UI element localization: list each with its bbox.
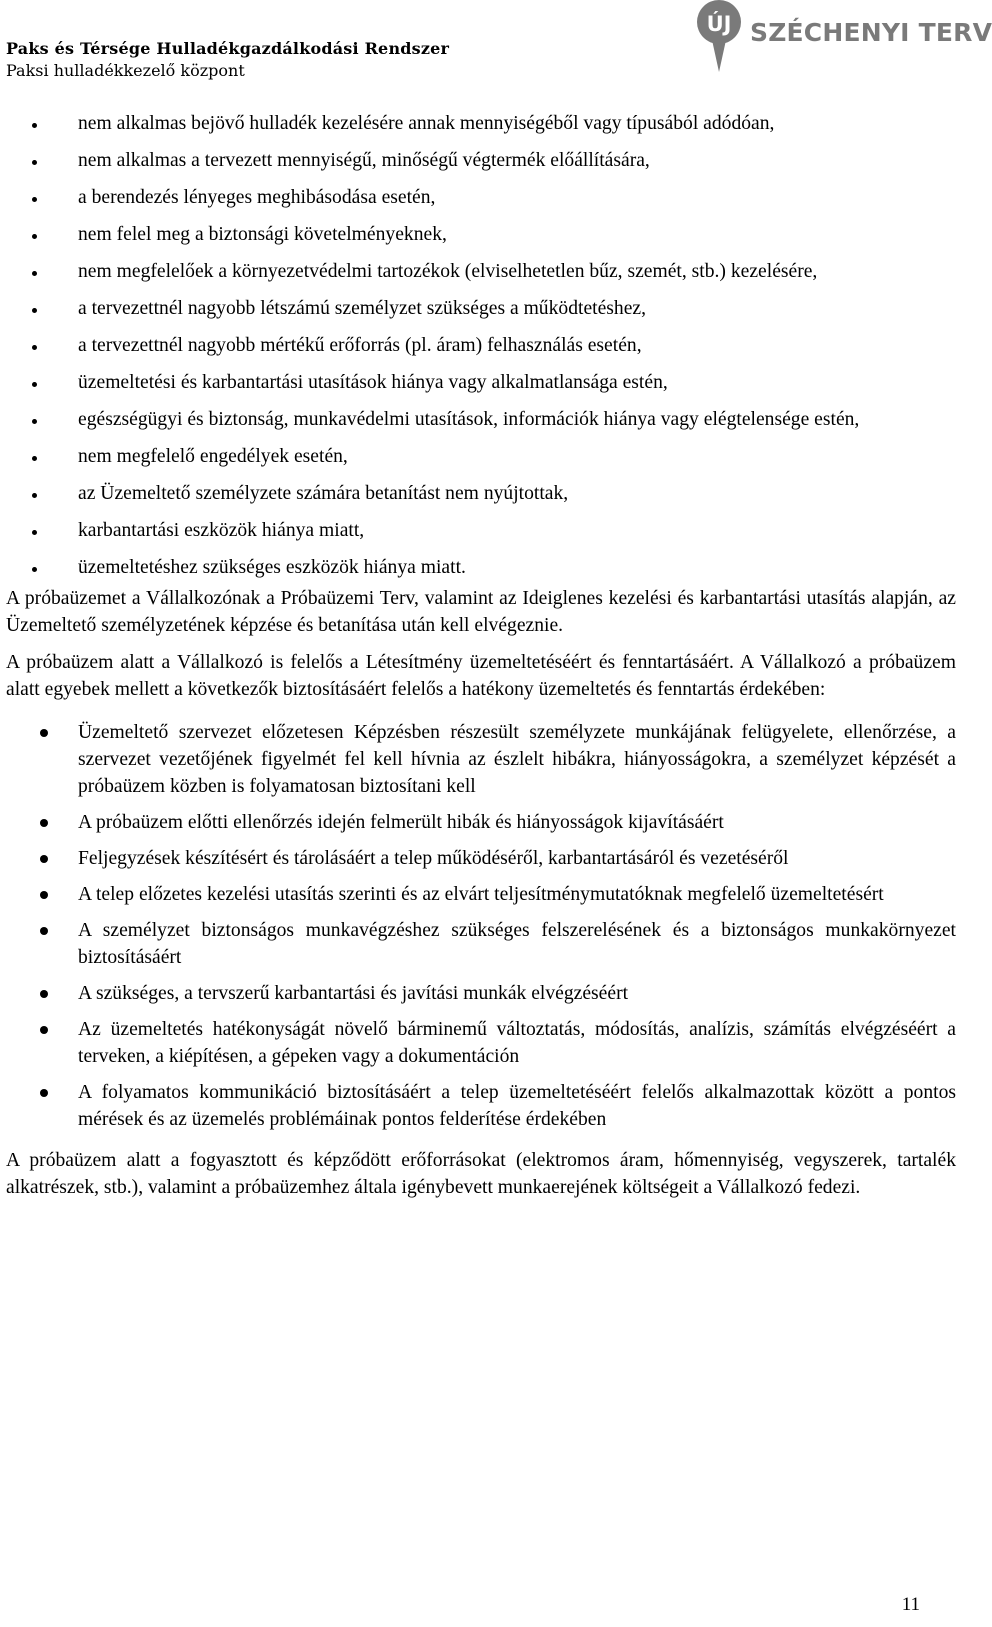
- responsibilities-list: [6, 719, 956, 1133]
- szechenyi-logo: [690, 0, 992, 70]
- list-item-text: nem megfelelő engedélyek esetén,: [78, 446, 348, 467]
- list-item: [6, 1016, 956, 1070]
- list-item-text: Feljegyzések készítésért és tárolásáért a telep működéséről, karbantartásáról és vezetéséről: [78, 848, 789, 869]
- bullet-icon: [40, 1089, 48, 1097]
- list-item: [6, 554, 956, 581]
- bullet-icon: [32, 160, 37, 165]
- list-item: [6, 517, 956, 544]
- page-header: [6, 38, 449, 82]
- logo-text: SZÉCHENYI TERV: [750, 18, 992, 47]
- list-item: [6, 845, 956, 872]
- uj-logo-icon: [690, 0, 748, 72]
- bullet-icon: [32, 493, 37, 498]
- list-item-text: nem felel meg a biztonsági követelményeknek,: [78, 224, 447, 245]
- list-item: [6, 221, 956, 248]
- bullet-icon: [32, 271, 37, 276]
- list-item-text: karbantartási eszközök hiánya miatt,: [78, 520, 365, 541]
- list-item-text: a tervezettnél nagyobb mértékű erőforrás (pl. áram) felhasználás esetén,: [78, 335, 642, 356]
- list-item-text: A folyamatos kommunikáció biztosításáért a telep üzemeltetéséért felelős alkalmazottak között a pontos mérések és az üzemelés problémáinak pontos felderítése érdekében: [78, 1082, 956, 1130]
- bullet-icon: [32, 234, 37, 239]
- bullet-icon: [40, 990, 48, 998]
- list-item: [6, 332, 956, 359]
- bullet-icon: [32, 456, 37, 461]
- list-item-text: A telep előzetes kezelési utasítás szerinti és az elvárt teljesítménymutatóknak megfelelő üzemeltetésért: [78, 884, 884, 905]
- bullet-icon: [32, 419, 37, 424]
- list-item-text: az Üzemeltető személyzete számára betanítást nem nyújtottak,: [78, 483, 569, 504]
- list-item: [6, 881, 956, 908]
- list-item: [6, 443, 956, 470]
- list-item: [6, 147, 956, 174]
- list-item: [6, 406, 956, 433]
- page-number: 11: [901, 1594, 920, 1615]
- bullet-icon: [32, 530, 37, 535]
- bullet-icon: [40, 1026, 48, 1034]
- list-item: [6, 480, 956, 507]
- paragraph-1: A próbaüzemet a Vállalkozónak a Próbaüzemi Terv, valamint az Ideiglenes kezelési és karbantartási utasítás alapján, az Üzemeltető személyzetének képzése és betanítása után kell elvégeznie.: [6, 588, 956, 636]
- bullet-icon: [40, 855, 48, 863]
- logo-badge-text: ÚJ: [706, 12, 732, 36]
- list-item: [6, 110, 956, 137]
- list-item: [6, 917, 956, 971]
- paragraph-3: A próbaüzem alatt a fogyasztott és képződött erőforrásokat (elektromos áram, hőmennyiség, vegyszerek, tartalék alkatrészek, stb.), valamint a próbaüzemhez általa igénybevett munkaerejének költségeit a Vállalkozó fedezi.: [6, 1150, 956, 1198]
- bullet-icon: [32, 567, 37, 572]
- list-item: [6, 980, 956, 1007]
- bullet-icon: [32, 382, 37, 387]
- page-content: [6, 110, 956, 1211]
- list-item-text: Üzemeltető szervezet előzetesen Képzésben részesült személyzete munkájának felügyelete, ellenőrzése, a szervezet vezetőjének figyelmét fel kell hívnia az észlelt hibákra, hiányosságokra, a személyzet képzését a próbaüzem közben is folyamatosan biztosítani kell: [78, 722, 956, 797]
- list-item-text: egészségügyi és biztonság, munkavédelmi utasítások, információk hiánya vagy elégtelensége estén,: [78, 409, 860, 430]
- bullet-icon: [32, 308, 37, 313]
- list-item: [6, 295, 956, 322]
- paragraph-2: A próbaüzem alatt a Vállalkozó is felelős a Létesítmény üzemeltetéséért és fenntartásáért. A Vállalkozó a próbaüzem alatt egyebek mellett a következők biztosításáért felelős a hatékony üzemeltetés és fenntartás érdekében:: [6, 652, 956, 700]
- list-item-text: a tervezettnél nagyobb létszámú személyzet szükséges a működtetéshez,: [78, 298, 646, 319]
- list-item: [6, 719, 956, 800]
- list-item: [6, 258, 956, 285]
- list-item-text: nem megfelelőek a környezetvédelmi tartozékok (elviselhetetlen bűz, szemét, stb.) kezelésére,: [78, 261, 818, 282]
- list-item-text: nem alkalmas bejövő hulladék kezelésére annak mennyiségéből vagy típusából adódóan,: [78, 113, 775, 134]
- bullet-icon: [40, 819, 48, 827]
- org-name: Paks és Térsége Hulladékgazdálkodási Rendszer: [6, 39, 450, 58]
- list-item-text: A próbaüzem előtti ellenőrzés idején felmerült hibák és hiányosságok kijavításáért: [78, 812, 724, 833]
- bullet-icon: [32, 123, 37, 128]
- list-item: [6, 369, 956, 396]
- list-item: [6, 184, 956, 211]
- list-item-text: Az üzemeltetés hatékonyságát növelő bárminemű változtatás, módosítás, analízis, számítás elvégzéséért a terveken, a kiépítésen, a gépeken vagy a dokumentáción: [78, 1019, 956, 1067]
- bullet-icon: [40, 729, 48, 737]
- list-item: [6, 809, 956, 836]
- list-item-text: üzemeltetési és karbantartási utasítások hiánya vagy alkalmatlansága estén,: [78, 372, 668, 393]
- bullet-icon: [40, 891, 48, 899]
- bullet-icon: [40, 927, 48, 935]
- conditions-list: [6, 110, 956, 581]
- list-item-text: A személyzet biztonságos munkavégzéshez szükséges felszerelésének és a biztonságos munkakörnyezet biztosításáért: [78, 920, 956, 968]
- list-item-text: üzemeltetéshez szükséges eszközök hiánya miatt.: [78, 557, 466, 578]
- bullet-icon: [32, 197, 37, 202]
- list-item-text: A szükséges, a tervszerű karbantartási és javítási munkák elvégzéséért: [78, 983, 629, 1004]
- list-item: [6, 1079, 956, 1133]
- list-item-text: a berendezés lényeges meghibásodása esetén,: [78, 187, 436, 208]
- bullet-icon: [32, 345, 37, 350]
- org-subtitle: Paksi hulladékkezelő központ: [6, 61, 245, 80]
- list-item-text: nem alkalmas a tervezett mennyiségű, minőségű végtermék előállítására,: [78, 150, 650, 171]
